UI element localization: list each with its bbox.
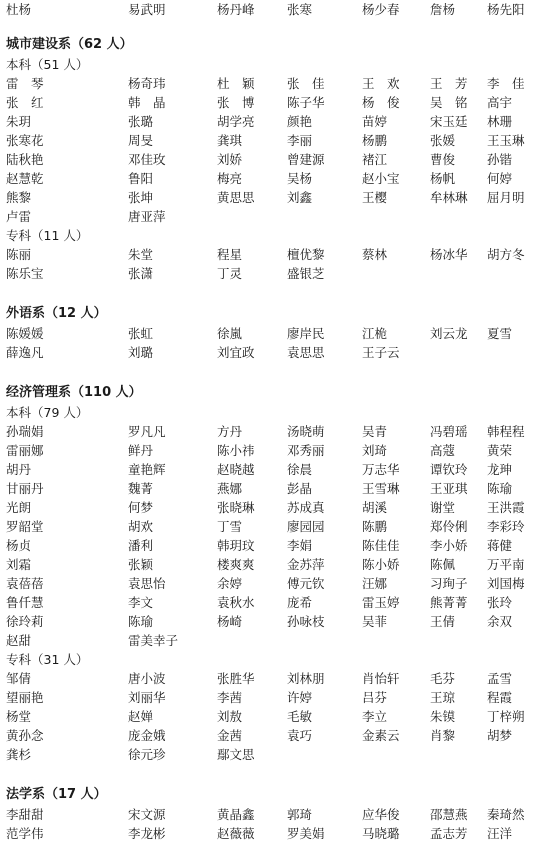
name-cell: 肖黎 xyxy=(430,728,456,743)
name-row xyxy=(6,726,536,745)
section-spacer xyxy=(6,19,536,32)
name-cell: 金苏萍 xyxy=(287,557,325,572)
name-cell: 吴菲 xyxy=(362,614,388,629)
name-cell: 杨先阳 xyxy=(487,2,525,17)
name-cell: 宋文源 xyxy=(128,807,166,822)
name-cell: 刘霜 xyxy=(6,557,32,572)
name-cell: 何梦 xyxy=(128,500,154,515)
name-cell: 李龙彬 xyxy=(128,826,166,841)
name-cell: 赵婵 xyxy=(128,709,154,724)
name-cell: 吴青 xyxy=(362,424,388,439)
name-cell: 陈丽 xyxy=(6,247,32,262)
name-row xyxy=(6,536,536,555)
name-cell xyxy=(430,745,487,764)
name-cell: 何婷 xyxy=(487,171,513,186)
name-cell: 陈媛媛 xyxy=(6,326,44,341)
name-cell: 余双 xyxy=(487,614,513,629)
name-cell: 杨奇玮 xyxy=(128,76,166,91)
name-cell: 王樱 xyxy=(362,190,388,205)
name-cell: 鲜丹 xyxy=(128,443,154,458)
name-cell: 曾建源 xyxy=(287,152,325,167)
name-cell: 袁巧 xyxy=(287,728,313,743)
name-cell: 金茜 xyxy=(217,728,243,743)
name-cell: 王子云 xyxy=(362,345,400,360)
name-cell: 杜 颖 xyxy=(217,76,255,91)
name-cell: 魏菁 xyxy=(128,481,154,496)
name-cell: 江桅 xyxy=(362,326,388,341)
name-cell: 谢堂 xyxy=(430,500,456,515)
department-heading: 法学系（17 人） xyxy=(6,787,107,802)
name-cell: 张璐 xyxy=(128,114,154,129)
name-cell: 潘利 xyxy=(128,538,154,553)
name-row xyxy=(6,188,536,207)
name-cell: 韩程程 xyxy=(487,424,525,439)
department-sections xyxy=(6,19,536,843)
name-cell: 陈小娇 xyxy=(362,557,400,572)
name-cell: 应华俊 xyxy=(362,807,400,822)
name-cell xyxy=(217,207,287,226)
name-cell: 刘林朋 xyxy=(287,671,325,686)
name-cell xyxy=(287,745,362,764)
name-cell: 胡方冬 xyxy=(487,247,525,262)
name-cell: 徐玲莉 xyxy=(6,614,44,629)
name-cell: 袁思思 xyxy=(287,345,325,360)
name-cell: 李立 xyxy=(362,709,388,724)
name-cell: 王 芳 xyxy=(430,76,468,91)
program-label: 本科（79 人） xyxy=(6,405,89,420)
name-cell: 高蔻 xyxy=(430,443,456,458)
name-cell: 肖怡轩 xyxy=(362,671,400,686)
name-cell: 马晓璐 xyxy=(362,826,400,841)
name-cell: 陈小祎 xyxy=(217,443,255,458)
name-row xyxy=(6,688,536,707)
section-spacer xyxy=(6,283,536,301)
name-cell: 彭晶 xyxy=(287,481,313,496)
name-cell: 方丹 xyxy=(217,424,243,439)
program-label: 专科（11 人） xyxy=(6,228,89,243)
name-cell: 雷美幸子 xyxy=(128,633,179,648)
name-cell: 韩 晶 xyxy=(128,95,166,110)
name-row xyxy=(6,441,536,460)
name-cell: 胡学亮 xyxy=(217,114,255,129)
name-cell: 王倩 xyxy=(430,614,456,629)
name-cell: 卢雷 xyxy=(6,209,32,224)
name-row xyxy=(6,707,536,726)
name-cell: 刘琦 xyxy=(362,443,388,458)
name-cell: 胡溪 xyxy=(362,500,388,515)
name-cell: 郭琦 xyxy=(287,807,313,822)
name-cell: 李 佳 xyxy=(487,76,525,91)
name-cell: 褚江 xyxy=(362,152,388,167)
name-cell: 丁灵 xyxy=(217,266,243,281)
name-cell: 程星 xyxy=(217,247,243,262)
name-cell: 鲁仟慧 xyxy=(6,595,44,610)
name-cell: 丁雪 xyxy=(217,519,243,534)
name-cell: 秦琦然 xyxy=(487,807,525,822)
name-cell: 袁思怡 xyxy=(128,576,166,591)
name-cell: 余婷 xyxy=(217,576,243,591)
name-row xyxy=(6,264,536,283)
name-cell: 雷玉婷 xyxy=(362,595,400,610)
name-cell xyxy=(217,631,287,650)
name-cell xyxy=(430,343,487,362)
name-cell: 李茜 xyxy=(217,690,243,705)
name-cell: 陆秋艳 xyxy=(6,152,44,167)
name-cell: 陈子华 xyxy=(287,95,325,110)
name-cell: 王洪霞 xyxy=(487,500,525,515)
name-cell: 张寒 xyxy=(287,2,313,17)
name-cell: 唐亚萍 xyxy=(128,209,166,224)
name-cell: 毛敏 xyxy=(287,709,313,724)
name-cell: 甘丽丹 xyxy=(6,481,44,496)
name-cell: 张虹 xyxy=(128,326,154,341)
name-cell: 袁秋水 xyxy=(217,595,255,610)
name-cell: 朱堂 xyxy=(128,247,154,262)
name-row xyxy=(6,131,536,150)
name-cell: 徐元珍 xyxy=(128,747,166,762)
name-row xyxy=(6,498,536,517)
name-cell: 朱玥 xyxy=(6,114,32,129)
name-cell: 胡梦 xyxy=(487,728,513,743)
name-cell: 周旻 xyxy=(128,133,154,148)
name-cell: 龚杉 xyxy=(6,747,32,762)
name-cell: 范学伟 xyxy=(6,826,44,841)
name-cell: 宋玉廷 xyxy=(430,114,468,129)
name-cell xyxy=(487,745,536,764)
name-cell: 杨丹峰 xyxy=(217,2,255,17)
name-cell: 孟雪 xyxy=(487,671,513,686)
name-cell: 郑伶俐 xyxy=(430,519,468,534)
name-cell: 孙瑞娟 xyxy=(6,424,44,439)
name-cell: 张玲 xyxy=(487,595,513,610)
department-heading: 城市建设系（62 人） xyxy=(6,37,133,52)
name-cell: 李彩玲 xyxy=(487,519,525,534)
name-row xyxy=(6,479,536,498)
name-cell: 李丽 xyxy=(287,133,313,148)
name-cell: 庞希 xyxy=(287,595,313,610)
name-row xyxy=(6,612,536,631)
name-row xyxy=(6,207,536,226)
name-cell: 罗凡凡 xyxy=(128,424,166,439)
name-cell: 陈鹏 xyxy=(362,519,388,534)
name-cell: 刘宜政 xyxy=(217,345,255,360)
section-spacer xyxy=(6,362,536,380)
name-cell: 程霞 xyxy=(487,690,513,705)
name-cell: 檀优黎 xyxy=(287,247,325,262)
name-cell xyxy=(487,264,536,283)
name-row xyxy=(6,517,536,536)
department-heading: 经济管理系（110 人） xyxy=(6,385,142,400)
name-cell: 陈瑜 xyxy=(128,614,154,629)
name-cell: 谭钦玲 xyxy=(430,462,468,477)
name-cell: 陈瑜 xyxy=(487,481,513,496)
name-cell xyxy=(362,264,430,283)
name-cell: 邵慧燕 xyxy=(430,807,468,822)
name-cell: 孙咏枝 xyxy=(287,614,325,629)
section-spacer xyxy=(6,764,536,782)
name-row xyxy=(6,343,536,362)
name-cell xyxy=(487,631,536,650)
name-cell: 牟林琳 xyxy=(430,190,468,205)
name-cell: 张晓琳 xyxy=(217,500,255,515)
name-cell xyxy=(430,264,487,283)
name-cell xyxy=(430,631,487,650)
name-cell: 梅亮 xyxy=(217,171,243,186)
name-cell: 汪娜 xyxy=(362,576,388,591)
name-cell: 罗美娟 xyxy=(287,826,325,841)
name-cell: 李小娇 xyxy=(430,538,468,553)
name-cell: 孟志芳 xyxy=(430,826,468,841)
name-cell: 黄孙念 xyxy=(6,728,44,743)
name-cell: 杨堂 xyxy=(6,709,32,724)
name-cell: 刘云龙 xyxy=(430,326,468,341)
name-cell: 赵薇薇 xyxy=(217,826,255,841)
name-cell: 邹倩 xyxy=(6,671,32,686)
department-heading: 外语系（12 人） xyxy=(6,306,107,321)
name-cell: 李文 xyxy=(128,595,154,610)
name-cell: 赵小宝 xyxy=(362,171,400,186)
name-cell: 黄荣 xyxy=(487,443,513,458)
name-cell: 邓佳玫 xyxy=(128,152,166,167)
name-cell: 杨帆 xyxy=(430,171,456,186)
name-cell: 刘敖 xyxy=(217,709,243,724)
name-cell: 熊菁菁 xyxy=(430,595,468,610)
name-row xyxy=(6,422,536,441)
name-row xyxy=(6,169,536,188)
name-cell: 张寒花 xyxy=(6,133,44,148)
name-cell xyxy=(487,343,536,362)
name-row xyxy=(6,669,536,688)
name-row xyxy=(6,555,536,574)
name-row xyxy=(6,574,536,593)
name-cell: 楼爽爽 xyxy=(217,557,255,572)
name-cell: 张胜华 xyxy=(217,671,255,686)
name-row xyxy=(6,150,536,169)
name-cell: 燕娜 xyxy=(217,481,243,496)
name-cell: 张 红 xyxy=(6,95,44,110)
name-cell: 张坤 xyxy=(128,190,154,205)
name-cell: 习珣子 xyxy=(430,576,468,591)
name-cell: 杨 俊 xyxy=(362,95,400,110)
name-cell: 赵慧乾 xyxy=(6,171,44,186)
name-cell: 龙珅 xyxy=(487,462,513,477)
name-cell: 孙锴 xyxy=(487,152,513,167)
name-cell: 刘国梅 xyxy=(487,576,525,591)
name-row xyxy=(6,112,536,131)
name-cell: 吴 铭 xyxy=(430,95,468,110)
name-cell: 颜艳 xyxy=(287,114,313,129)
name-cell: 苗婷 xyxy=(362,114,388,129)
name-cell: 张 博 xyxy=(217,95,255,110)
name-cell: 童艳辉 xyxy=(128,462,166,477)
name-cell: 金素云 xyxy=(362,728,400,743)
name-cell: 张 佳 xyxy=(287,76,325,91)
name-cell: 王玉琳 xyxy=(487,133,525,148)
top-name-row xyxy=(6,0,536,19)
name-row xyxy=(6,93,536,112)
name-cell: 望丽艳 xyxy=(6,690,44,705)
name-cell: 万志华 xyxy=(362,462,400,477)
name-cell: 刘丽华 xyxy=(128,690,166,705)
name-cell: 王琼 xyxy=(430,690,456,705)
name-cell: 胡丹 xyxy=(6,462,32,477)
name-cell: 廖岸民 xyxy=(287,326,325,341)
name-cell: 刘鑫 xyxy=(287,190,313,205)
name-cell: 徐嵐 xyxy=(217,326,243,341)
name-cell: 张媛 xyxy=(430,133,456,148)
name-cell: 刘璐 xyxy=(128,345,154,360)
name-cell: 杨少春 xyxy=(362,2,400,17)
name-cell: 雷 琴 xyxy=(6,76,44,91)
name-cell: 杨冰华 xyxy=(430,247,468,262)
name-cell xyxy=(287,207,362,226)
name-cell: 杨崎 xyxy=(217,614,243,629)
name-cell: 罗韶堂 xyxy=(6,519,44,534)
name-cell: 庞金娥 xyxy=(128,728,166,743)
name-cell: 雷丽娜 xyxy=(6,443,44,458)
name-cell: 赵甜 xyxy=(6,633,32,648)
name-cell: 易武明 xyxy=(128,2,166,17)
name-cell: 鲁阳 xyxy=(128,171,154,186)
name-cell: 夏雪 xyxy=(487,326,513,341)
name-cell: 杨鹏 xyxy=(362,133,388,148)
name-cell: 詹杨 xyxy=(430,2,456,17)
name-cell: 杨贞 xyxy=(6,538,32,553)
name-cell: 唐小波 xyxy=(128,671,166,686)
name-cell: 曹俊 xyxy=(430,152,456,167)
name-cell: 张潇 xyxy=(128,266,154,281)
name-cell: 朱镆 xyxy=(430,709,456,724)
name-cell xyxy=(430,207,487,226)
name-cell xyxy=(287,631,362,650)
name-cell xyxy=(362,207,430,226)
name-row xyxy=(6,460,536,479)
name-cell: 陈佩 xyxy=(430,557,456,572)
name-row xyxy=(6,745,536,764)
name-cell: 杜杨 xyxy=(6,2,32,17)
name-cell: 盛银芝 xyxy=(287,266,325,281)
name-cell: 汤晓萌 xyxy=(287,424,325,439)
name-cell: 吴杨 xyxy=(287,171,313,186)
name-cell: 吕芬 xyxy=(362,690,388,705)
name-cell: 丁梓朔 xyxy=(487,709,525,724)
name-cell: 黄晶鑫 xyxy=(217,807,255,822)
name-cell: 赵晓越 xyxy=(217,462,255,477)
name-cell: 张颖 xyxy=(128,557,154,572)
name-row xyxy=(6,805,536,824)
name-cell: 薛逸凡 xyxy=(6,345,44,360)
name-cell: 许婷 xyxy=(287,690,313,705)
name-cell: 陈佳佳 xyxy=(362,538,400,553)
name-cell: 光朗 xyxy=(6,500,32,515)
name-cell: 毛芬 xyxy=(430,671,456,686)
name-cell: 徐晨 xyxy=(287,462,313,477)
name-cell: 冯碧瑶 xyxy=(430,424,468,439)
name-cell: 鄢文思 xyxy=(217,747,255,762)
name-cell: 刘娇 xyxy=(217,152,243,167)
name-cell: 韩玥玟 xyxy=(217,538,255,553)
name-row xyxy=(6,324,536,343)
name-cell: 王 欢 xyxy=(362,76,400,91)
name-cell: 林珊 xyxy=(487,114,513,129)
name-cell: 汪洋 xyxy=(487,826,513,841)
name-cell: 胡欢 xyxy=(128,519,154,534)
name-cell: 万平南 xyxy=(487,557,525,572)
name-cell: 王雪琳 xyxy=(362,481,400,496)
name-cell: 李甜甜 xyxy=(6,807,44,822)
name-cell xyxy=(362,745,430,764)
name-cell: 高宇 xyxy=(487,95,513,110)
program-label: 本科（51 人） xyxy=(6,57,89,72)
name-cell: 廖园园 xyxy=(287,519,325,534)
name-cell: 黄思思 xyxy=(217,190,255,205)
name-row xyxy=(6,245,536,264)
name-cell: 熊黎 xyxy=(6,190,32,205)
name-row xyxy=(6,74,536,93)
name-cell: 蒋健 xyxy=(487,538,513,553)
program-label: 专科（31 人） xyxy=(6,652,89,667)
name-cell: 傅元钦 xyxy=(287,576,325,591)
name-row xyxy=(6,631,536,650)
name-cell: 袁蓓蓓 xyxy=(6,576,44,591)
name-cell: 王亚琪 xyxy=(430,481,468,496)
name-cell: 蔡林 xyxy=(362,247,388,262)
name-cell xyxy=(487,207,536,226)
name-cell: 陈乐宝 xyxy=(6,266,44,281)
name-row xyxy=(6,593,536,612)
name-row xyxy=(6,824,536,843)
name-cell: 龚琪 xyxy=(217,133,243,148)
name-cell xyxy=(362,631,430,650)
name-cell: 邓秀丽 xyxy=(287,443,325,458)
name-cell: 苏成真 xyxy=(287,500,325,515)
name-cell: 李娟 xyxy=(287,538,313,553)
name-cell: 屈月明 xyxy=(487,190,525,205)
